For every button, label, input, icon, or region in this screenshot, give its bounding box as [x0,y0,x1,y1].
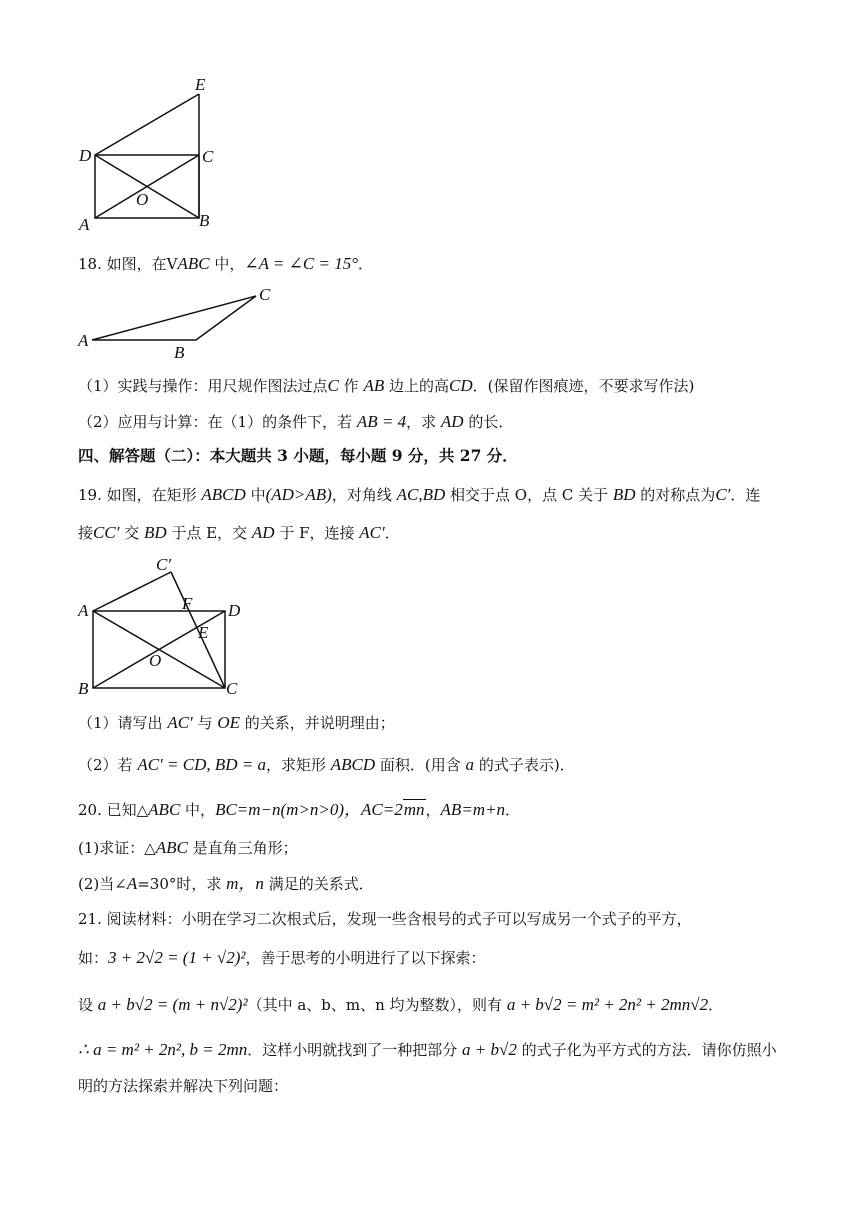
section-heading-4: 四、解答题（二）：本大题共 3 小题，每小题 9 分，共 27 分． [78,446,518,465]
label-a: A [79,215,90,234]
label-o: O [149,651,162,670]
label-f: F [182,594,193,613]
q19-part1: （1）请写出 AC′ 与 OE 的关系，并说明理由； [78,713,395,732]
q18-part2: （2）应用与计算：在（1）的条件下，若 AB = 4，求 AD 的长． [78,412,514,431]
label-e: E [198,623,209,642]
label-b: B [174,343,185,362]
q18-statement: 18. 如图，在VABC 中，∠A = ∠C = 15°． [78,254,374,273]
q21-line2: 如：3 + 2√2 = (1 + √2)²，善于思考的小明进行了以下探索： [78,948,486,967]
label-b: B [78,679,89,698]
q18-part1: （1）实践与操作：用尺规作图法过点C 作 AB 边上的高CD．(保留作图痕迹，不要求写作法) [78,376,695,395]
label-d: D [228,601,241,620]
label-e: E [195,75,206,94]
q19-part2: （2）若 AC′ = CD, BD = a，求矩形 ABCD 面积．(用含 a 的式子表示)． [78,755,575,774]
q21-line4: ∴ a = m² + 2n², b = 2mn．这样小明就找到了一种把部分 a + b√2 的式子化为平方式的方法．请你仿照小 [78,1040,777,1059]
label-o: O [136,190,149,209]
label-c: C [259,285,271,304]
q19-statement-line1: 19. 如图，在矩形 ABCD 中(AD>AB)，对角线 AC,BD 相交于点 O，点 C 关于 BD 的对称点为C′．连 [78,485,761,504]
figure-rectangle-abcd-cprime [76,556,256,702]
segment-de [95,94,199,155]
figure-rectangle-abcd-e [76,74,226,234]
q21-line5: 明的方法探索并解决下列问题： [78,1077,289,1095]
q20-part1: (1)求证：△ABC 是直角三角形； [78,838,298,857]
q21-line1: 21. 阅读材料：小明在学习二次根式后，发现一些含根号的式子可以写成另一个式子的平方， [78,910,692,928]
figure-triangle-abc [76,284,286,364]
label-b: B [199,211,210,230]
label-c: C [202,147,214,166]
label-c-prime: C′ [156,556,172,574]
q20-statement: 20. 已知△ABC 中，BC=m−n(m>n>0)，AC=2mn，AB=m+n． [78,800,521,819]
q20-part2: (2)当∠A=30°时，求 m，n 满足的关系式． [78,874,374,893]
q21-line3: 设 a + b√2 = (m + n√2)²（其中 a、b、m、n 均为整数），则有 a + b√2 = m² + 2n² + 2mn√2． [78,995,724,1014]
label-c: C [226,679,238,698]
label-a: A [78,331,89,350]
label-a: A [78,601,89,620]
q19-statement-line2: 接CC′ 交 BD 于点 E，交 AD 于 F，连接 AC′． [78,523,400,542]
label-d: D [79,146,92,165]
